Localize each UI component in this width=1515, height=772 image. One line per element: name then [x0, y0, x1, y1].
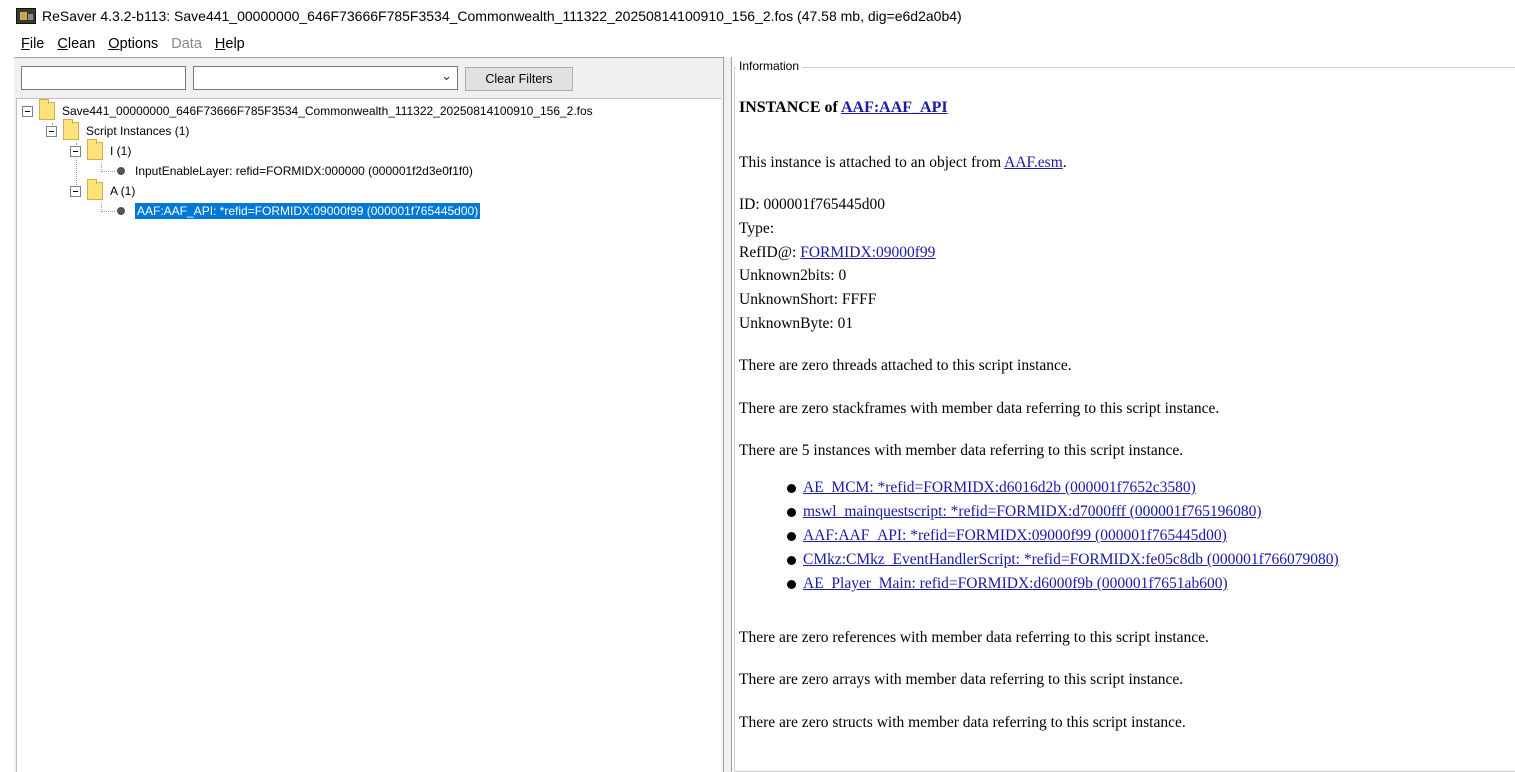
tree-node-script-instances[interactable] [46, 121, 189, 141]
tree-node-aaf-api[interactable] [117, 201, 480, 221]
instance-link[interactable]: AE_MCM: *refid=FORMIDX:d6016d2b (000001f7652c3580) [803, 479, 1196, 496]
unknownshort-line: UnknownShort: FFFF [739, 291, 877, 308]
leaf-bullet-icon [117, 207, 125, 215]
tree-node-root[interactable] [22, 101, 593, 121]
chevron-down-icon[interactable]: ⌄ [441, 69, 452, 84]
references-line: There are zero references with member data referring to this script instance. [739, 629, 1209, 646]
folder-icon [87, 142, 103, 160]
tree-node-input-enable-layer[interactable] [117, 161, 473, 181]
stackframes-line: There are zero stackframes with member data referring to this script instance. [739, 400, 1220, 417]
pane-splitter[interactable] [723, 57, 732, 772]
list-item [787, 527, 1227, 545]
bullet-icon [787, 532, 796, 541]
bullet-icon [787, 556, 796, 565]
tree-connector [101, 171, 115, 172]
left-pane [14, 57, 723, 772]
attached-line: This instance is attached to an object from AAF.esm. [739, 154, 1067, 171]
tree-node-label: InputEnableLayer: refid=FORMIDX:000000 (000001f2d3e0f1f0) [135, 164, 473, 178]
list-item [787, 479, 1196, 497]
filter-text-input[interactable] [21, 66, 186, 90]
type-line: Type: [739, 220, 775, 237]
list-item [787, 575, 1228, 593]
menu-file[interactable]: File [21, 35, 45, 52]
collapse-icon[interactable] [70, 186, 81, 197]
threads-line: There are zero threads attached to this script instance. [739, 357, 1072, 374]
leaf-bullet-icon [117, 167, 125, 175]
title-bar [0, 0, 1515, 31]
bullet-icon [787, 484, 796, 493]
instance-link[interactable]: mswl_mainquestscript: *refid=FORMIDX:d7000fff (000001f765196080) [803, 503, 1262, 520]
unknown2bits-line: Unknown2bits: 0 [739, 267, 847, 284]
tree-node-label: I (1) [110, 144, 132, 158]
bullet-icon [787, 508, 796, 517]
refid-link[interactable]: FORMIDX:09000f99 [800, 244, 936, 261]
tree-node-group-a[interactable] [70, 181, 135, 201]
folder-icon [87, 182, 103, 200]
tree-node-label: Save441_00000000_646F73666F785F3534_Commonwealth_111322_20250814100910_156_2.fos [62, 104, 593, 118]
window-title: ReSaver 4.3.2-b113: Save441_00000000_646F73666F785F3534_Commonwealth_111322_20250814100910_156_2.fos (47.58 mb, dig=e6d2a0b4) [42, 7, 962, 24]
collapse-icon[interactable] [70, 146, 81, 157]
app-icon [16, 8, 36, 24]
tree-node-group-i[interactable] [70, 141, 131, 161]
menu-help[interactable]: Help [214, 35, 245, 52]
menu-bar [0, 31, 1515, 56]
list-item [787, 503, 1262, 521]
menu-options[interactable]: Options [108, 35, 159, 52]
filter-select[interactable] [193, 66, 458, 90]
folder-icon [39, 102, 55, 120]
instance-link[interactable]: CMkz:CMkz_EventHandlerScript: *refid=FORMIDX:fe05c8db (000001f766079080) [803, 551, 1339, 568]
instance-link[interactable]: AAF:AAF_API: *refid=FORMIDX:09000f99 (000001f765445d00) [803, 527, 1227, 544]
plugin-link[interactable]: AAF.esm [1004, 154, 1063, 171]
unknownbyte-line: UnknownByte: 01 [739, 315, 854, 332]
collapse-icon[interactable] [46, 126, 57, 137]
menu-data[interactable]: Data [171, 35, 202, 52]
script-link[interactable]: AAF:AAF_API [840, 99, 948, 116]
instance-heading: INSTANCE of AAF:AAF_API [739, 99, 948, 116]
instances-count-line: There are 5 instances with member data referring to this script instance. [739, 442, 1184, 459]
arrays-line: There are zero arrays with member data referring to this script instance. [739, 671, 1184, 688]
tree-node-label: A (1) [110, 184, 136, 198]
folder-icon [63, 122, 79, 140]
information-frame [734, 67, 1515, 772]
information-pane [732, 57, 1515, 772]
bullet-icon [787, 580, 796, 589]
information-legend: Information [736, 59, 802, 73]
instance-link[interactable]: AE_Player_Main: refid=FORMIDX:d6000f9b (000001f7651ab600) [803, 575, 1228, 592]
id-line: ID: 000001f765445d00 [739, 196, 885, 213]
tree-node-label: Script Instances (1) [86, 124, 190, 138]
save-tree[interactable] [16, 98, 721, 772]
tree-node-label-selected: AAF:AAF_API: *refid=FORMIDX:09000f99 (000001f765445d00) [137, 204, 479, 218]
collapse-icon[interactable] [22, 106, 33, 117]
list-item [787, 551, 1339, 569]
clear-filters-button[interactable]: Clear Filters [465, 67, 573, 91]
menu-clean[interactable]: Clean [57, 35, 96, 52]
tree-connector [101, 211, 115, 212]
refid-line: RefID@: FORMIDX:09000f99 [739, 244, 936, 261]
structs-line: There are zero structs with member data referring to this script instance. [739, 714, 1186, 731]
